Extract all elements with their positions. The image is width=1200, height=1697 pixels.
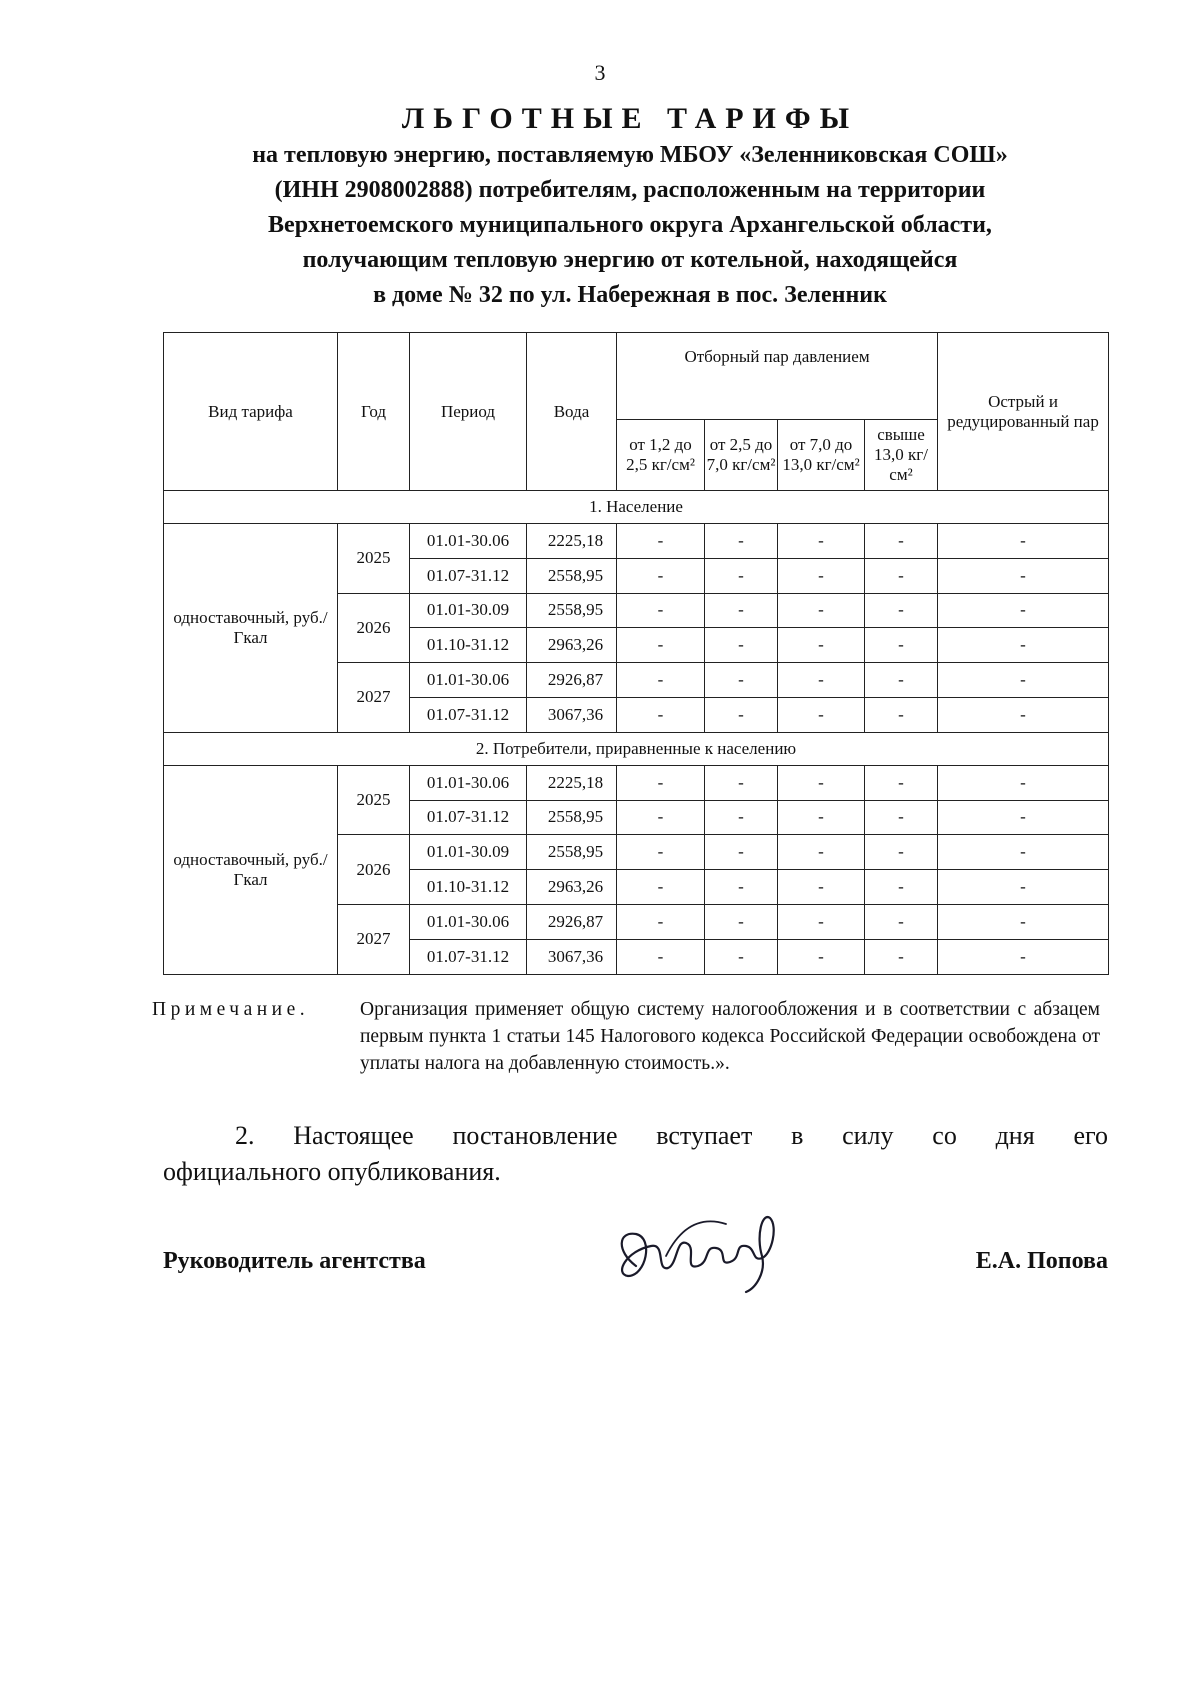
steam-3-cell: -	[778, 524, 865, 559]
section-title: 2. Потребители, приравненные к населению	[164, 732, 1109, 765]
steam-1-cell: -	[617, 835, 705, 870]
water-cell: 2963,26	[527, 870, 617, 905]
steam-2-cell: -	[705, 904, 778, 939]
sharp-steam-cell: -	[938, 593, 1109, 628]
steam-2-cell: -	[705, 524, 778, 559]
sharp-steam-cell: -	[938, 558, 1109, 593]
year-cell: 2026	[338, 835, 410, 905]
header-steam-group: Отборный пар давлением	[617, 333, 938, 420]
section-equivalent-consumers	[164, 732, 1109, 974]
steam-3-cell: -	[778, 870, 865, 905]
period-cell: 01.10-31.12	[410, 628, 527, 663]
section-population	[164, 491, 1109, 733]
paragraph-word: силу	[842, 1121, 894, 1150]
steam-1-cell: -	[617, 765, 705, 800]
paragraph-word: Настоящее	[293, 1121, 414, 1150]
steam-2-cell: -	[705, 628, 778, 663]
steam-3-cell: -	[778, 765, 865, 800]
steam-2-cell: -	[705, 558, 778, 593]
steam-1-cell: -	[617, 697, 705, 732]
water-cell: 2558,95	[527, 835, 617, 870]
steam-4-cell: -	[865, 835, 938, 870]
steam-3-cell: -	[778, 663, 865, 698]
paragraph-line-2: официального опубликования.	[163, 1157, 501, 1186]
steam-3-cell: -	[778, 558, 865, 593]
period-cell: 01.07-31.12	[410, 939, 527, 974]
title-line: в доме № 32 по ул. Набережная в пос. Зеленник	[373, 282, 887, 308]
header-water: Вода	[527, 333, 617, 491]
water-cell: 2558,95	[527, 593, 617, 628]
header-sharp-steam	[938, 333, 1109, 491]
header-tariff-type: Вид тарифа	[164, 333, 338, 491]
header-steam-2: от 2,5 до 7,0 кг/см²	[705, 420, 778, 491]
steam-4-cell: -	[865, 800, 938, 835]
paragraph-word: в	[791, 1121, 804, 1150]
sharp-steam-cell: -	[938, 939, 1109, 974]
title-line: (ИНН 2908002888) потребителям, расположенным на территории	[274, 177, 986, 203]
steam-4-cell: -	[865, 524, 938, 559]
header-steam-1: от 1,2 до 2,5 кг/см²	[617, 420, 705, 491]
period-cell: 01.07-31.12	[410, 697, 527, 732]
section-title: 1. Население	[164, 491, 1109, 524]
period-cell: 01.07-31.12	[410, 800, 527, 835]
tariff-table	[163, 332, 1109, 975]
sharp-steam-cell: -	[938, 870, 1109, 905]
steam-3-cell: -	[778, 904, 865, 939]
steam-1-cell: -	[617, 904, 705, 939]
steam-4-cell: -	[865, 939, 938, 974]
year-cell: 2025	[338, 765, 410, 835]
steam-1-cell: -	[617, 870, 705, 905]
steam-4-cell: -	[865, 765, 938, 800]
title-line: Верхнетоемского муниципального округа Архангельской области,	[268, 212, 992, 238]
signatory-title: Руководитель агентства	[163, 1248, 426, 1274]
paragraph-word: со	[932, 1121, 957, 1150]
steam-4-cell: -	[865, 558, 938, 593]
steam-4-cell: -	[865, 697, 938, 732]
sharp-steam-cell: -	[938, 904, 1109, 939]
steam-1-cell: -	[617, 593, 705, 628]
water-cell: 2225,18	[527, 524, 617, 559]
page-number: 3	[594, 60, 606, 85]
handwritten-signature	[606, 1196, 796, 1306]
steam-2-cell: -	[705, 765, 778, 800]
period-cell: 01.01-30.06	[410, 663, 527, 698]
steam-3-cell: -	[778, 939, 865, 974]
steam-2-cell: -	[705, 939, 778, 974]
water-cell: 2963,26	[527, 628, 617, 663]
steam-2-cell: -	[705, 697, 778, 732]
table-row	[164, 524, 1109, 559]
title-line: на тепловую энергию, поставляемую МБОУ «Зеленниковская СОШ»	[252, 142, 1008, 168]
steam-1-cell: -	[617, 663, 705, 698]
paragraph-word: вступает	[656, 1121, 753, 1150]
year-cell: 2027	[338, 904, 410, 974]
paragraph-number: 2.	[235, 1121, 255, 1150]
header-period: Период	[410, 333, 527, 491]
steam-1-cell: -	[617, 524, 705, 559]
steam-3-cell: -	[778, 593, 865, 628]
sharp-steam-cell: -	[938, 663, 1109, 698]
water-cell: 3067,36	[527, 697, 617, 732]
header-sharp-steam-label: Острый и редуцированный пар	[947, 391, 1099, 431]
period-cell: 01.01-30.06	[410, 904, 527, 939]
title-main: ЛЬГОТНЫЕ ТАРИФЫ	[401, 102, 859, 135]
paragraph-word: его	[1073, 1121, 1108, 1150]
paragraph-word: дня	[995, 1121, 1035, 1150]
sharp-steam-cell: -	[938, 835, 1109, 870]
table-row	[164, 765, 1109, 800]
steam-1-cell: -	[617, 939, 705, 974]
steam-3-cell: -	[778, 628, 865, 663]
steam-2-cell: -	[705, 593, 778, 628]
steam-4-cell: -	[865, 870, 938, 905]
sharp-steam-cell: -	[938, 628, 1109, 663]
note-text: Организация применяет общую систему налогообложения и в соответствии с абзацем первым пункта 1 статьи 145 Налогового кодекса Российской Федерации освобождена от уплаты налога на добавленную стоимость.».	[360, 999, 1100, 1074]
header-year: Год	[338, 333, 410, 491]
note-label: Примечание.	[152, 999, 310, 1020]
steam-1-cell: -	[617, 558, 705, 593]
steam-2-cell: -	[705, 835, 778, 870]
period-cell: 01.01-30.06	[410, 524, 527, 559]
period-cell: 01.01-30.06	[410, 765, 527, 800]
water-cell: 2558,95	[527, 800, 617, 835]
header-steam-3: от 7,0 до 13,0 кг/см²	[778, 420, 865, 491]
steam-3-cell: -	[778, 835, 865, 870]
water-cell: 2558,95	[527, 558, 617, 593]
signatory-name: Е.А. Попова	[975, 1248, 1108, 1274]
water-cell: 2225,18	[527, 765, 617, 800]
period-cell: 01.01-30.09	[410, 593, 527, 628]
steam-4-cell: -	[865, 663, 938, 698]
tariff-type-cell: одноставочный, руб./Гкал	[164, 765, 338, 974]
steam-2-cell: -	[705, 800, 778, 835]
document-title	[150, 100, 1110, 313]
sharp-steam-cell: -	[938, 765, 1109, 800]
paragraph-word: постановление	[452, 1121, 618, 1150]
year-cell: 2027	[338, 663, 410, 733]
sharp-steam-cell: -	[938, 524, 1109, 559]
tariff-type-cell: одноставочный, руб./Гкал	[164, 524, 338, 733]
steam-4-cell: -	[865, 628, 938, 663]
water-cell: 3067,36	[527, 939, 617, 974]
steam-1-cell: -	[617, 628, 705, 663]
year-cell: 2025	[338, 524, 410, 594]
steam-2-cell: -	[705, 663, 778, 698]
steam-1-cell: -	[617, 800, 705, 835]
water-cell: 2926,87	[527, 904, 617, 939]
water-cell: 2926,87	[527, 663, 617, 698]
year-cell: 2026	[338, 593, 410, 663]
steam-3-cell: -	[778, 800, 865, 835]
paragraph-2	[163, 1118, 1108, 1190]
steam-2-cell: -	[705, 870, 778, 905]
sharp-steam-cell: -	[938, 800, 1109, 835]
sharp-steam-cell: -	[938, 697, 1109, 732]
period-cell: 01.07-31.12	[410, 558, 527, 593]
period-cell: 01.10-31.12	[410, 870, 527, 905]
steam-4-cell: -	[865, 904, 938, 939]
steam-3-cell: -	[778, 697, 865, 732]
header-steam-4: свыше 13,0 кг/см²	[865, 420, 938, 491]
steam-4-cell: -	[865, 593, 938, 628]
paragraph-line-1	[163, 1118, 1108, 1154]
title-line: получающим тепловую энергию от котельной, находящейся	[302, 247, 958, 273]
period-cell: 01.01-30.09	[410, 835, 527, 870]
